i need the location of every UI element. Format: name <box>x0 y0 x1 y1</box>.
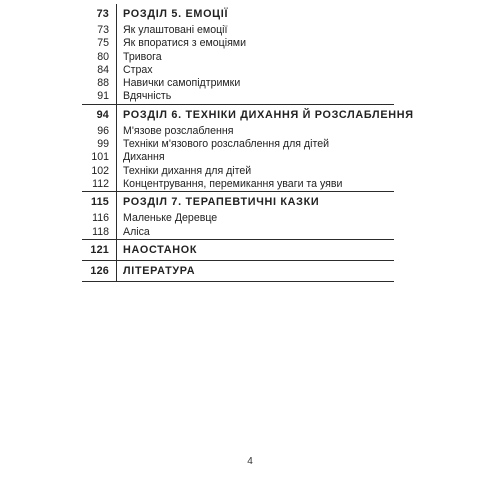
toc-entry-title: Концентрування, перемикання уваги та уяви <box>123 177 343 190</box>
toc-section-afterword <box>82 240 394 261</box>
toc-heading <box>82 192 394 212</box>
toc-entry <box>82 37 394 50</box>
toc-entry-title: Техніки дихання для дітей <box>123 164 252 177</box>
toc-entry-title: Як улаштовані емоції <box>123 24 228 36</box>
toc-page-number: 126 <box>90 264 109 277</box>
toc-page-number: 116 <box>92 212 109 225</box>
toc-section-7 <box>82 192 394 240</box>
toc-entry <box>82 24 394 37</box>
page-number: 4 <box>247 456 253 467</box>
toc-heading-title: РОЗДІЛ 5. ЕМОЦІЇ <box>123 8 229 20</box>
toc-entry-title: Техніки м'язового розслаблення для дітей <box>123 138 330 151</box>
toc-entry <box>82 51 394 64</box>
table-of-contents <box>82 4 414 282</box>
toc-page-number: 112 <box>92 177 109 190</box>
toc-entry-title: Вдячність <box>123 90 172 103</box>
toc-page-number: 94 <box>96 108 109 121</box>
toc-heading-title: РОЗДІЛ 6. ТЕХНІКИ ДИХАННЯ Й РОЗСЛАБЛЕННЯ <box>123 108 414 121</box>
toc-entry <box>82 178 394 191</box>
toc-page-number: 115 <box>90 196 109 209</box>
toc-page-number: 73 <box>97 24 109 36</box>
toc-entry <box>82 212 394 225</box>
toc-page-number: 75 <box>97 37 109 50</box>
toc-page-number: 88 <box>97 77 109 90</box>
toc-entry <box>82 77 394 90</box>
toc-entry <box>82 64 394 77</box>
toc-section-literature <box>82 261 394 282</box>
toc-page-number: 121 <box>90 243 109 256</box>
toc-entry-title: М'язове розслаблення <box>123 124 234 137</box>
toc-page-number: 91 <box>97 90 109 103</box>
toc-heading-title: НАОСТАНОК <box>123 243 198 256</box>
toc-section-5 <box>82 4 394 105</box>
toc-page-number: 99 <box>97 138 109 151</box>
toc-entry <box>82 125 394 138</box>
toc-entry-title: Страх <box>123 63 153 76</box>
toc-entry-title: Як впоратися з емоціями <box>123 37 247 50</box>
toc-page-number: 102 <box>91 164 109 177</box>
toc-page-number: 101 <box>91 151 109 164</box>
toc-entry-title: Навички самопідтримки <box>123 77 241 90</box>
toc-page-number: 118 <box>92 225 109 238</box>
toc-heading <box>82 261 394 281</box>
toc-page-number: 73 <box>96 8 109 20</box>
toc-entry-title: Дихання <box>123 151 165 164</box>
toc-page-number: 84 <box>97 63 109 76</box>
toc-entry <box>82 151 394 164</box>
toc-section-6 <box>82 105 414 192</box>
toc-heading-title: РОЗДІЛ 7. ТЕРАПЕВТИЧНІ КАЗКИ <box>123 196 320 209</box>
toc-entry-title: Маленьке Деревце <box>123 212 218 225</box>
toc-entry <box>82 138 394 151</box>
toc-entry <box>82 90 394 103</box>
toc-entry <box>82 165 394 178</box>
toc-heading-title: ЛІТЕРАТУРА <box>123 264 196 277</box>
toc-entry-title: Аліса <box>123 225 150 238</box>
toc-entry <box>82 226 394 239</box>
toc-entry-title: Тривога <box>123 50 162 63</box>
toc-page-number: 80 <box>97 50 109 63</box>
toc-heading <box>82 240 394 260</box>
toc-heading <box>82 105 414 125</box>
toc-page-number: 96 <box>97 124 109 137</box>
toc-heading <box>82 4 394 24</box>
